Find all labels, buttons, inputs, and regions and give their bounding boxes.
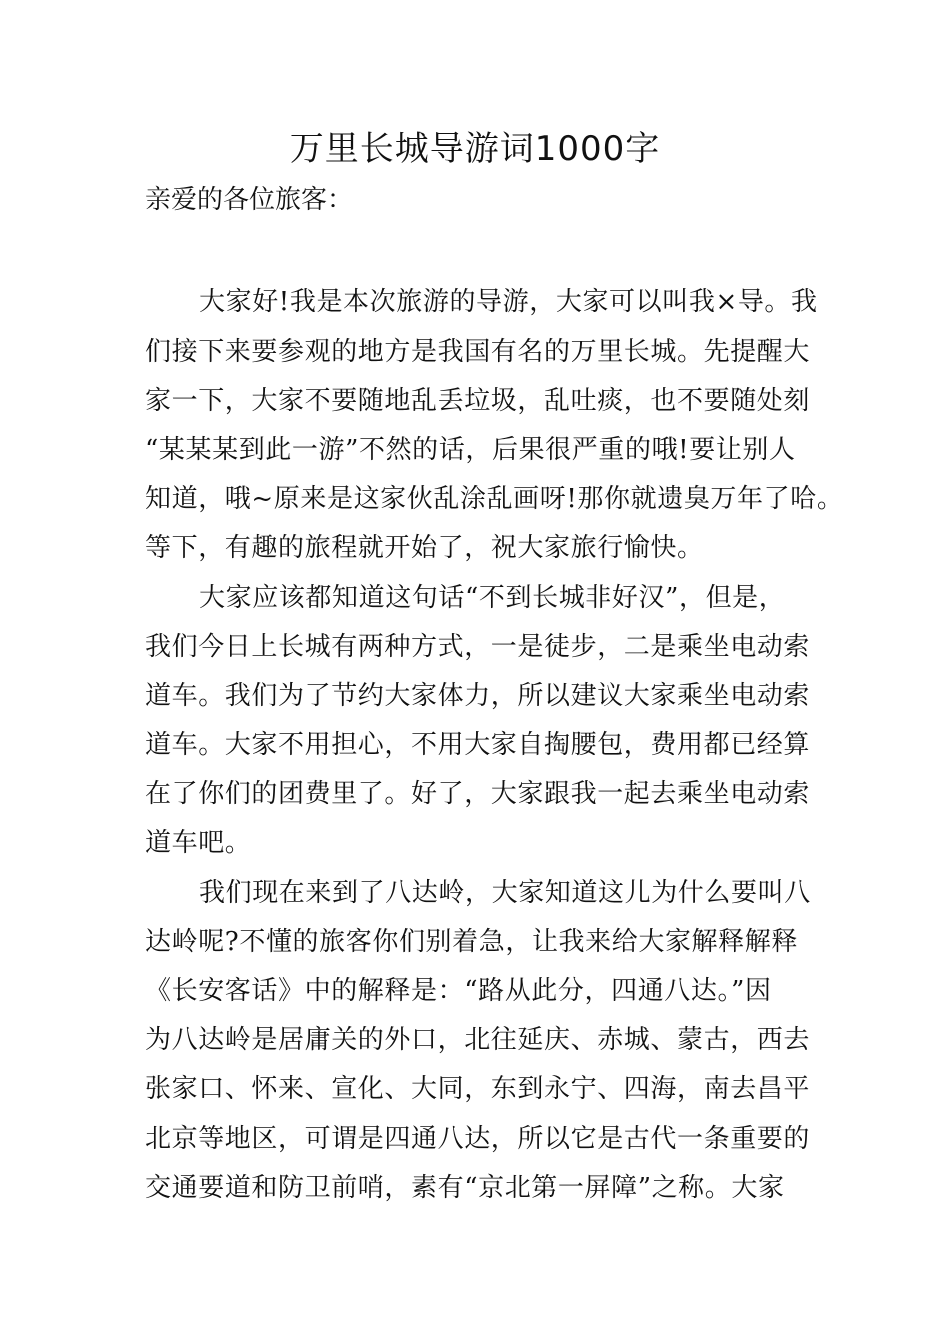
text-line: 知道，哦~原来是这家伙乱涂乱画呀!那你就遗臭万年了哈。 <box>145 484 844 514</box>
text-line: 们接下来要参观的地方是我国有名的万里长城。先提醒大 <box>145 337 811 367</box>
text-line: “某某某到此一游”不然的话，后果很严重的哦!要让别人 <box>145 435 796 465</box>
text-line: 大家应该都知道这句话“不到长城非好汉”，但是， <box>199 583 786 613</box>
text-line: 我们今日上长城有两种方式，一是徒步，二是乘坐电动索 <box>145 632 811 662</box>
text-line: 大家好!我是本次旅游的导游，大家可以叫我×导。我 <box>199 287 818 317</box>
text-line: 交通要道和防卫前哨，素有“京北第一屏障”之称。大家 <box>145 1173 785 1203</box>
text-line: 道车吧。 <box>145 828 252 858</box>
text-line: 在了你们的团费里了。好了，大家跟我一起去乘坐电动索 <box>145 779 811 809</box>
text-line: 北京等地区，可谓是四通八达，所以它是古代一条重要的 <box>145 1124 811 1154</box>
text-line: 我们现在来到了八达岭，大家知道这儿为什么要叫八 <box>199 878 811 908</box>
text-line: 张家口、怀来、宣化、大同，东到永宁、四海，南去昌平 <box>145 1074 811 1104</box>
text-line: 等下，有趣的旅程就开始了，祝大家旅行愉快。 <box>145 533 704 563</box>
text-line: 为八达岭是居庸关的外口，北往延庆、赤城、蒙古，西去 <box>145 1025 811 1055</box>
text-line: 《长安客话》中的解释是：“路从此分，四通八达。”因 <box>145 976 772 1006</box>
text-line: 达岭呢?不懂的旅客你们别着急，让我来给大家解释解释 <box>145 927 798 957</box>
greeting-line: 亲爱的各位旅客： <box>145 185 354 215</box>
document-title: 万里长城导游词1000字 <box>289 129 661 169</box>
text-line: 道车。大家不用担心，不用大家自掏腰包，费用都已经算 <box>145 730 811 760</box>
text-line: 道车。我们为了节约大家体力，所以建议大家乘坐电动索 <box>145 681 811 711</box>
text-line: 家一下，大家不要随地乱丢垃圾，乱吐痰，也不要随处刻 <box>145 386 811 416</box>
